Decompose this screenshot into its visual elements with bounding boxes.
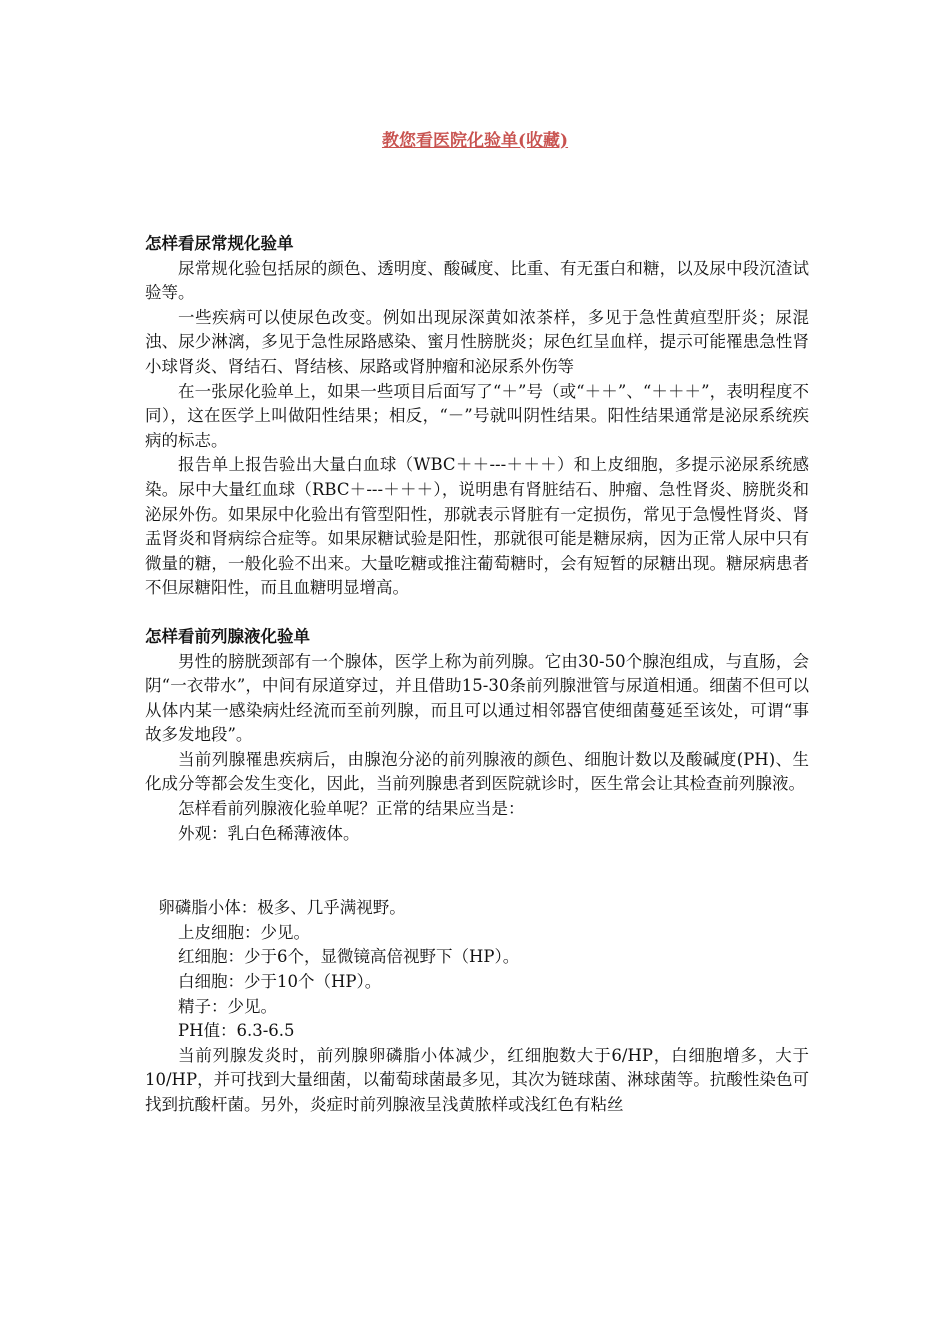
list-item: PH值：6.3-6.5 xyxy=(178,1021,295,1041)
paragraph: 尿常规化验包括尿的颜色、透明度、酸碱度、比重、有无蛋白和糖，以及尿中段沉渣试验等。 xyxy=(145,258,809,303)
paragraph: 外观：乳白色稀薄液体。 xyxy=(178,823,360,843)
list-item: 卵磷脂小体：极多、几乎满视野。 xyxy=(158,898,406,918)
section-heading-prostate: 怎样看前列腺液化验单 xyxy=(145,626,310,646)
list-item: 白细胞：少于10个（HP）。 xyxy=(178,972,382,992)
paragraph: 报告单上报告验出大量白血球（WBC＋＋---＋＋＋）和上皮细胞，多提示泌尿系统感染。尿中大量红血球（RBC＋---＋＋＋），说明患有肾脏结石、肿瘤、急性肾炎、膀胱炎和泌尿外伤。如果尿中化验出有管型阳性，那就表示肾脏有一定损伤，常见于急慢性肾炎、肾盂肾炎和肾病综合症等。如果尿糖试验是阳性，那就很可能是糖尿病，因为正常人尿中只有微量的糖，一般化验不出来。大量吃糖或推注葡萄糖时，会有短暂的尿糖出现。糖尿病患者不但尿糖阳性，而且血糖明显增高。 xyxy=(145,455,809,598)
paragraph: 当前列腺罹患疾病后，由腺泡分泌的前列腺液的颜色、细胞计数以及酸碱度(PH)、生化成分等都会发生变化，因此，当前列腺患者到医院就诊时，医生常会让其检查前列腺液。 xyxy=(145,749,809,794)
list-item: 精子：少见。 xyxy=(178,996,277,1016)
paragraph: 在一张尿化验单上，如果一些项目后面写了“＋”号（或“＋＋”、“＋＋＋”，表明程度不同），这在医学上叫做阳性结果；相反，“－”号就叫阴性结果。阳性结果通常是泌尿系统疾病的标志。 xyxy=(145,381,809,450)
paragraph: 一些疾病可以使尿色改变。例如出现尿深黄如浓茶样，多见于急性黄疸型肝炎；尿混浊、尿少淋漓，多见于急性尿路感染、蜜月性膀胱炎；尿色红呈血样，提示可能罹患急性肾小球肾炎、肾结石、肾结核、尿路或肾肿瘤和泌尿系外伤等 xyxy=(145,307,809,376)
paragraph: 当前列腺发炎时，前列腺卵磷脂小体减少，红细胞数大于6/HP，白细胞增多，大于10/HP，并可找到大量细菌，以葡萄球菌最多见，其次为链球菌、淋球菌等。抗酸性染色可找到抗酸杆菌。另外，炎症时前列腺液呈浅黄脓样或浅红色有粘丝 xyxy=(145,1045,809,1114)
list-item: 红细胞：少于6个，显微镜高倍视野下（HP）。 xyxy=(178,947,520,967)
section-heading-urine: 怎样看尿常规化验单 xyxy=(145,234,294,253)
paragraph: 男性的膀胱颈部有一个腺体，医学上称为前列腺。它由30-50个腺泡组成，与直肠，会阴“一衣带水”，中间有尿道穿过，并且借助15-30条前列腺泄管与尿道相通。细菌不但可以从体内某一感染病灶经流而至前列腺，而且可以通过相邻器官使细菌蔓延至该处，可谓“事故多发地段”。 xyxy=(145,651,809,745)
document-title: 教您看医院化验单(收藏) xyxy=(381,131,569,151)
document-body xyxy=(145,232,809,1118)
section-prostate xyxy=(145,625,809,846)
normal-values-list xyxy=(145,896,809,1117)
list-item: 上皮细胞：少见。 xyxy=(178,922,310,942)
paragraph: 怎样看前列腺液化验单呢？正常的结果应当是： xyxy=(178,799,525,819)
